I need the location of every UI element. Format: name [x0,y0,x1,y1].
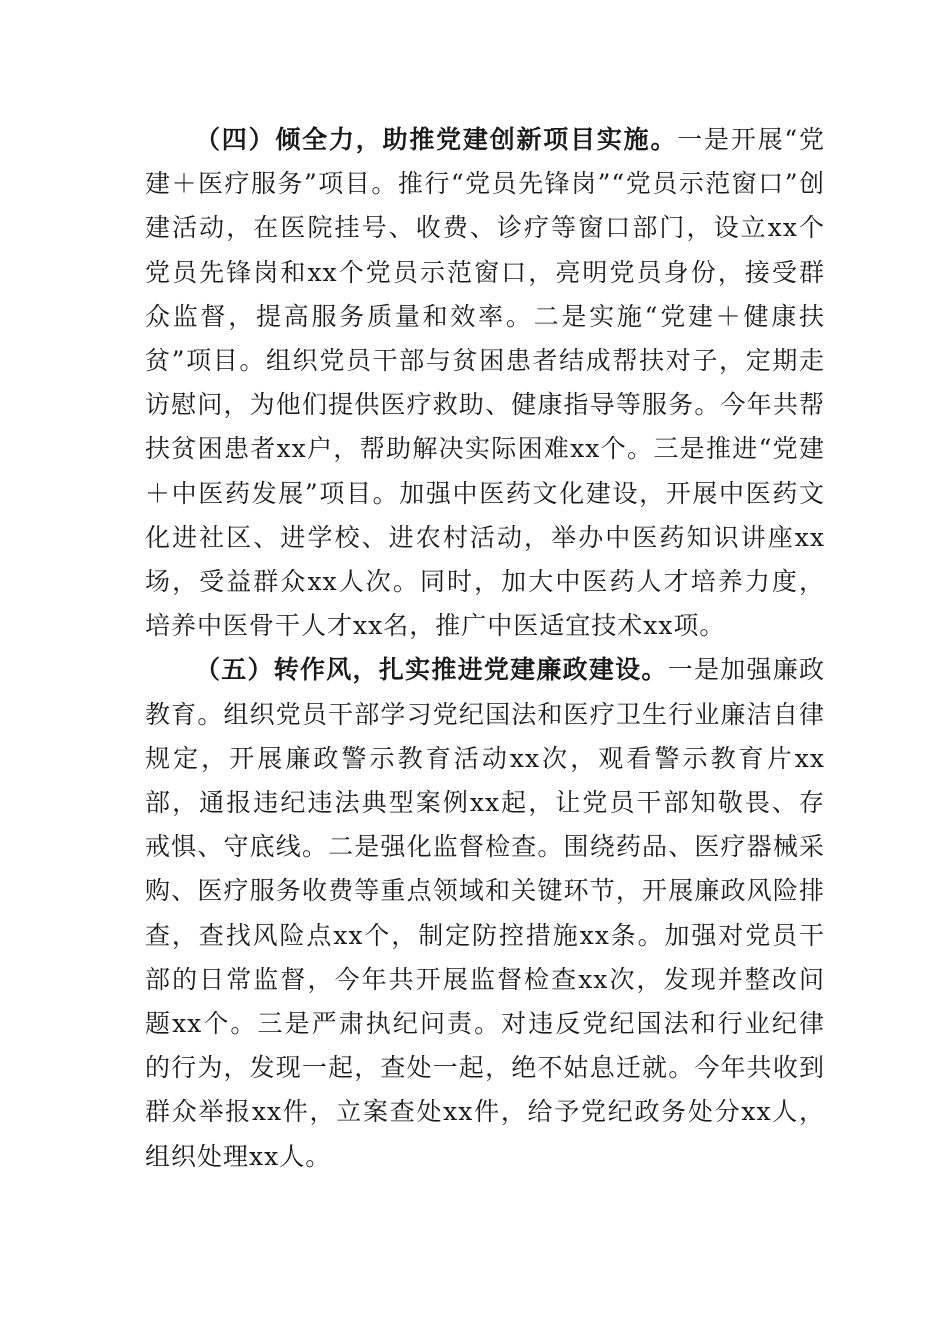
paragraph-four-heading: （四）倾全力，助推党建创新项目实施。 [195,125,678,154]
paragraph-five-heading: （五）转作风，扎实推进党建廉政建设。 [195,655,668,685]
paragraph-four-text: 一是开展“党建＋医疗服务”项目。推行“党员先锋岗”“党员示范窗口”创建活动，在医院挂号、收费、诊疗等窗口部门，设立xx个党员先锋岗和xx个党员示范窗口，亮明党员身份，接受群众监督，提高服务质量和效率。二是实施“党建＋健康扶贫”项目。组织党员干部与贫困患者结成帮扶对子，定期走访慰问，为他们提供医疗救助、健康指导等服务。今年共帮扶贫困患者xx户，帮助解决实际困难xx个。三是推进“党建＋中医药发展”项目。加强中医药文化建设，开展中医药文化进社区、进学校、进农村活动，举办中医药知识讲座xx场，受益群众xx人次。同时，加大中医药人才培养力度，培养中医骨干人才xx名，推广中医适宜技术xx项。 [145,125,825,641]
paragraph-four [145,118,825,648]
paragraph-five [145,648,825,1178]
document-body [145,118,825,1179]
paragraph-five-text: 一是加强廉政教育。组织党员干部学习党纪国法和医疗卫生行业廉洁自律规定，开展廉政警示教育活动xx次，观看警示教育片xx部，通报违纪违法典型案例xx起，让党员干部知敬畏、存戒惧、守底线。二是强化监督检查。围绕药品、医疗器械采购、医疗服务收费等重点领域和关键环节，开展廉政风险排查，查找风险点xx个，制定防控措施xx条。加强对党员干部的日常监督，今年共开展监督检查xx次，发现并整改问题xx个。三是严肃执纪问责。对违反党纪国法和行业纪律的行为，发现一起，查处一起，绝不姑息迁就。今年共收到群众举报xx件，立案查处xx件，给予党纪政务处分xx人，组织处理xx人。 [145,655,825,1171]
